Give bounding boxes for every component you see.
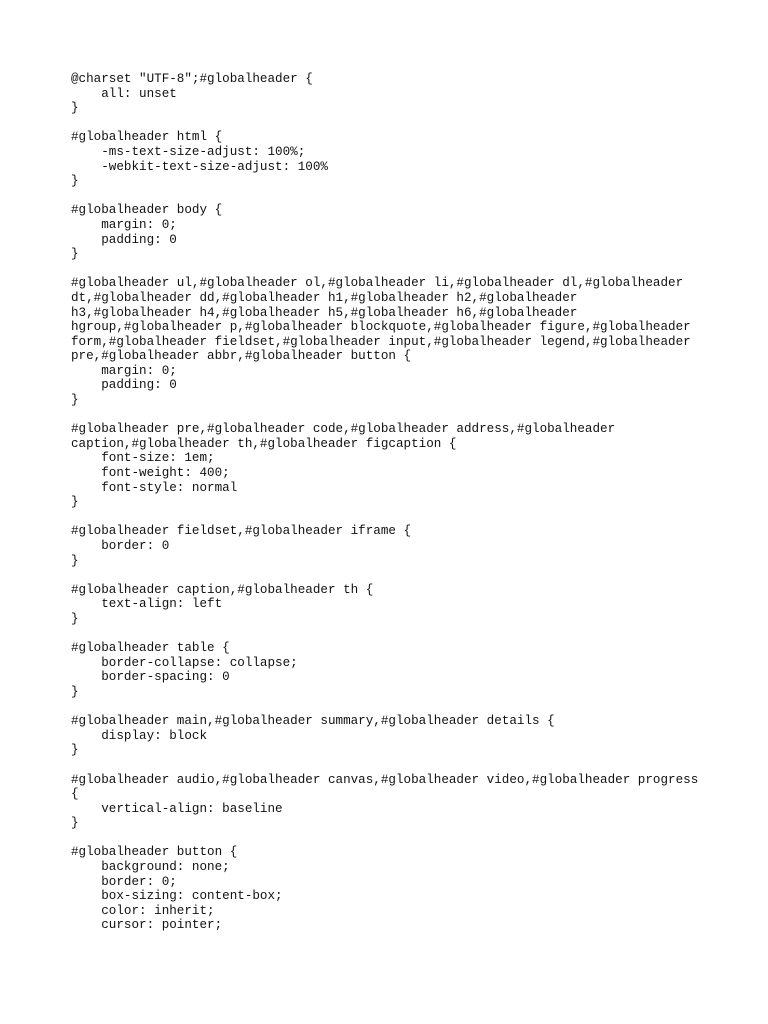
code-line: }: [71, 611, 79, 626]
code-line: pre,#globalheader abbr,#globalheader button {: [71, 349, 412, 364]
code-line: dt,#globalheader dd,#globalheader h1,#globalheader h2,#globalheader: [71, 290, 578, 305]
code-line: }: [71, 495, 79, 510]
code-line: #globalheader caption,#globalheader th {: [71, 582, 374, 597]
code-line: #globalheader fieldset,#globalheader iframe {: [71, 524, 412, 539]
code-line: border-collapse: collapse;: [71, 655, 298, 670]
code-line: h3,#globalheader h4,#globalheader h5,#globalheader h6,#globalheader: [71, 305, 578, 320]
code-line: -ms-text-size-adjust: 100%;: [71, 144, 306, 159]
code-line: [71, 510, 751, 525]
code-line: }: [71, 393, 79, 408]
code-line: display: block: [71, 728, 208, 743]
code-line: font-size: 1em;: [71, 451, 215, 466]
code-line: #globalheader main,#globalheader summary,#globalheader details {: [71, 714, 555, 729]
code-line: [71, 262, 751, 277]
code-line: [71, 627, 751, 642]
code-line: hgroup,#globalheader p,#globalheader blockquote,#globalheader figure,#globalheader: [71, 320, 691, 335]
code-line: #globalheader audio,#globalheader canvas,#globalheader video,#globalheader progress: [71, 772, 699, 787]
code-line: form,#globalheader fieldset,#globalheader input,#globalheader legend,#globalheader: [71, 334, 691, 349]
code-line: font-weight: 400;: [71, 466, 230, 481]
code-line: vertical-align: baseline: [71, 801, 283, 816]
code-line: caption,#globalheader th,#globalheader figcaption {: [71, 436, 457, 451]
code-line: box-sizing: content-box;: [71, 889, 283, 904]
code-line: color: inherit;: [71, 903, 215, 918]
code-line: @charset "UTF-8";#globalheader {: [71, 72, 313, 86]
code-line: }: [71, 816, 79, 831]
code-line: [71, 831, 751, 846]
css-code-block: [71, 72, 751, 933]
code-line: padding: 0: [71, 378, 177, 393]
code-line: }: [71, 101, 79, 116]
code-line: -webkit-text-size-adjust: 100%: [71, 159, 328, 174]
code-line: #globalheader button {: [71, 845, 238, 860]
code-line: }: [71, 743, 79, 758]
code-line: padding: 0: [71, 232, 177, 247]
code-line: }: [71, 553, 79, 568]
code-line: background: none;: [71, 860, 230, 875]
code-line: #globalheader html {: [71, 130, 223, 145]
code-line: #globalheader body {: [71, 203, 223, 218]
code-line: all: unset: [71, 86, 177, 101]
code-line: font-style: normal: [71, 480, 238, 495]
code-line: [71, 700, 751, 715]
code-line: }: [71, 174, 79, 189]
code-line: [71, 116, 751, 131]
code-line: }: [71, 684, 79, 699]
code-line: [71, 189, 751, 204]
code-line: #globalheader table {: [71, 641, 230, 656]
code-line: [71, 568, 751, 583]
code-line: margin: 0;: [71, 363, 177, 378]
code-line: text-align: left: [71, 597, 223, 612]
code-line: [71, 758, 751, 773]
code-line: {: [71, 787, 79, 802]
code-line: [71, 408, 751, 423]
code-line: #globalheader ul,#globalheader ol,#globalheader li,#globalheader dl,#globalheader: [71, 276, 684, 291]
code-line: cursor: pointer;: [71, 918, 223, 933]
code-line: margin: 0;: [71, 217, 177, 232]
code-line: #globalheader pre,#globalheader code,#globalheader address,#globalheader: [71, 422, 616, 437]
code-line: border: 0: [71, 539, 170, 553]
code-line: border: 0;: [71, 874, 177, 889]
code-line: }: [71, 247, 79, 262]
code-line: border-spacing: 0: [71, 670, 230, 685]
